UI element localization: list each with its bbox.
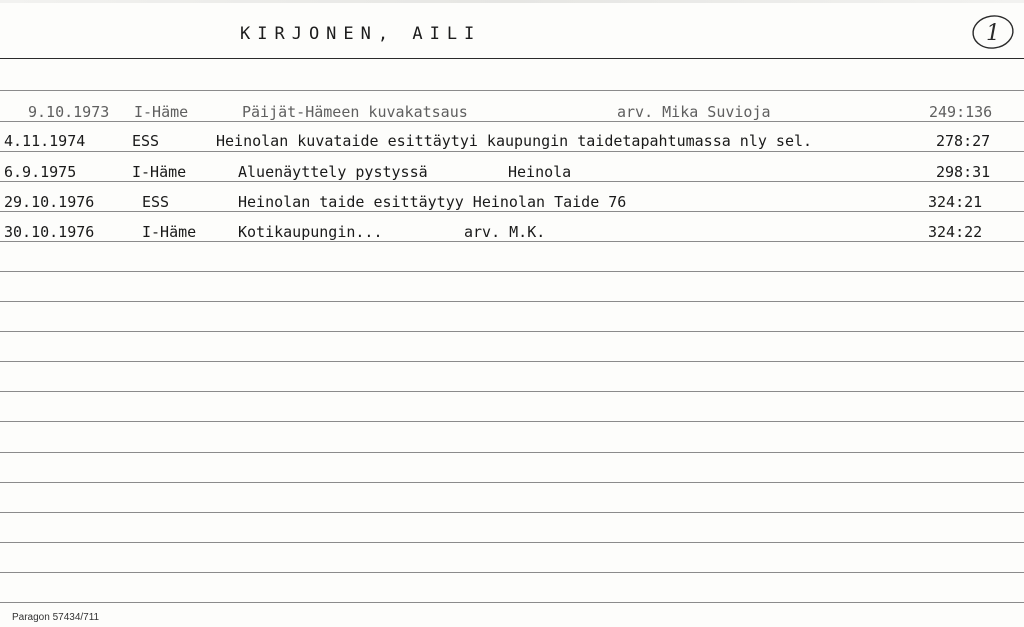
circled-number	[970, 12, 1016, 52]
ruled-line	[0, 151, 1024, 152]
entry-ref: 249:136	[929, 103, 993, 121]
entry-note: arv. M.K.	[464, 223, 546, 241]
card-title: KIRJONEN, AILI	[240, 24, 482, 44]
entry-source: I-Häme	[134, 103, 189, 121]
entry-ref: 278:27	[936, 132, 991, 150]
entry-row	[0, 95, 1024, 121]
entry-ref: 324:22	[928, 223, 983, 241]
entry-date: 6.9.1975	[4, 163, 77, 181]
entry-title: Heinolan taide esittäytyy Heinolan Taide 76	[238, 193, 627, 211]
ruled-line	[0, 211, 1024, 212]
ruled-line	[0, 271, 1024, 272]
entry-row	[0, 215, 1024, 241]
ruled-line	[0, 391, 1024, 392]
entry-note: Heinola	[508, 163, 572, 181]
ruled-line	[0, 121, 1024, 122]
entry-note: arv. Mika Suvioja	[617, 103, 771, 121]
entry-title: Päijät-Hämeen kuvakatsaus	[242, 103, 468, 121]
ruled-line	[0, 602, 1024, 603]
ruled-line	[0, 421, 1024, 422]
ruled-line	[0, 482, 1024, 483]
card-top-edge	[0, 0, 1024, 3]
entry-title: Heinolan kuvataide esittäytyi kaupungin taidetapahtumassa nly sel.	[216, 132, 813, 150]
ruled-line	[0, 241, 1024, 242]
card-footer-print: Paragon 57434/711	[12, 612, 100, 623]
ruled-line	[0, 301, 1024, 302]
entry-ref: 324:21	[928, 193, 983, 211]
ruled-line	[0, 181, 1024, 182]
entry-title: Kotikaupungin...	[238, 223, 383, 241]
entry-source: I-Häme	[132, 163, 187, 181]
ruled-line	[0, 452, 1024, 453]
entry-date: 30.10.1976	[4, 223, 95, 241]
entry-source: ESS	[142, 193, 170, 211]
entry-source: I-Häme	[142, 223, 197, 241]
entry-source: ESS	[132, 132, 160, 150]
entry-row	[0, 185, 1024, 211]
entry-date: 9.10.1973	[28, 103, 110, 121]
ruled-line	[0, 361, 1024, 362]
card-number: 1	[986, 21, 1000, 46]
card-number-badge	[970, 12, 1016, 52]
ruled-line	[0, 542, 1024, 543]
ruled-line	[0, 512, 1024, 513]
entry-ref: 298:31	[936, 163, 991, 181]
entry-title: Aluenäyttely pystyssä	[238, 163, 428, 181]
ruled-line	[0, 572, 1024, 573]
entry-row	[0, 124, 1024, 150]
entry-date: 4.11.1974	[4, 132, 86, 150]
ruled-line	[0, 331, 1024, 332]
entry-date: 29.10.1976	[4, 193, 95, 211]
ruled-line	[0, 90, 1024, 91]
entry-row	[0, 155, 1024, 181]
header-rule	[0, 58, 1024, 59]
